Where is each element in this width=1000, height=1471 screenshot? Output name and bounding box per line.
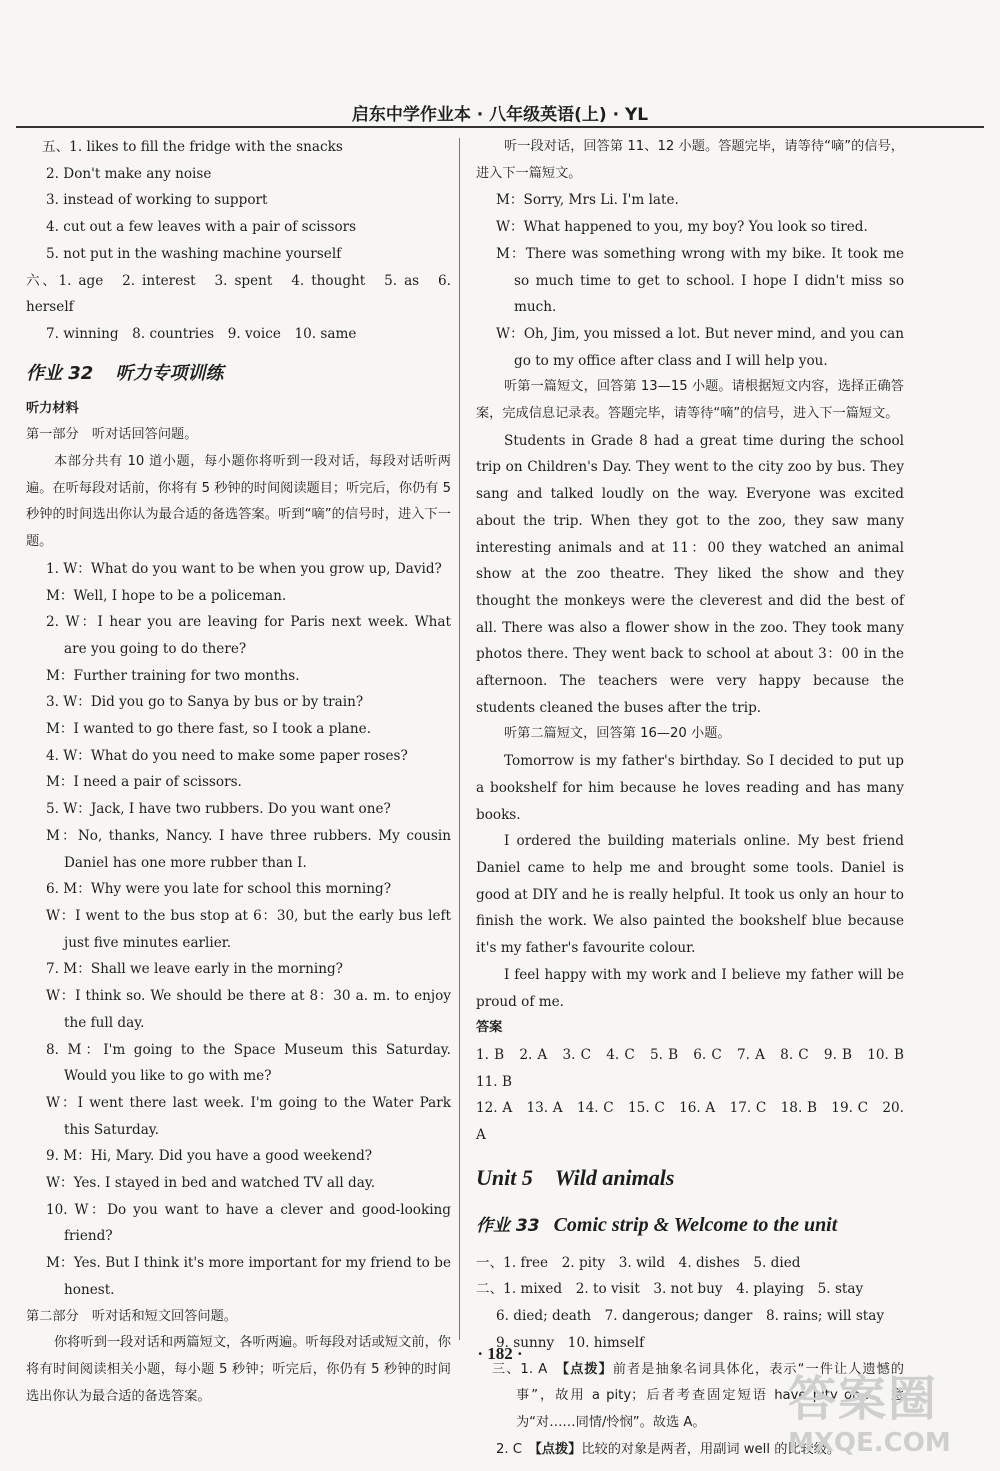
page-number: · 182 · — [477, 1344, 523, 1363]
s6-line-2: 7. winning 8. countries 9. voice 10. same — [46, 325, 357, 342]
part2-title: 第二部分 听对话和短文回答问题。 — [26, 1308, 237, 1324]
answers-line-1: 1. B 2. A 3. C 4. C 5. B 6. C 7. A 8. C 9. B 10. B 11. B — [476, 1046, 918, 1090]
homework-32-tag: 作业 32 — [26, 362, 94, 384]
dialog-line-1: Sorry, Mrs Li. I'm late. — [523, 192, 679, 209]
dialogue-8-speaker: W： — [46, 1094, 78, 1111]
s5-item-2: 2. Don't make any noise — [46, 165, 212, 182]
dialogue-7-answer: I think so. We should be there at 8：30 a. m. to enjoy the full day. — [64, 988, 451, 1031]
dialogue-3 — [26, 689, 451, 742]
dialogue-9-num: 9. M： — [46, 1148, 91, 1165]
dialogue-3-question: Did you go to Sanya by bus or by train? — [90, 694, 364, 711]
section-2-line-1: 二、1. mixed 2. to visit 3. not buy 4. playing 5. stay — [476, 1281, 864, 1298]
watermark-logo — [788, 1370, 988, 1465]
dialogue-10-answer: Yes. But I think it's more important for my friend to be honest. — [64, 1255, 452, 1298]
dialogue-6-speaker: W： — [46, 907, 76, 924]
dialogue-2-answer: Further training for two months. — [73, 667, 300, 684]
dialogue-2-speaker: M： — [46, 667, 74, 684]
section-2-line-2: 6. died; death 7. dangerous; danger 8. rains; will stay — [496, 1308, 885, 1325]
dialogue-8-answer: I went there last week. I'm going to the Water Park this Saturday. — [64, 1094, 451, 1138]
passage-2-para-3: I feel happy with my work and I believe my father will be proud of me. — [476, 966, 904, 1010]
dialogue-6-question: Why were you late for school this morning? — [90, 881, 392, 898]
s5-item-4: 4. cut out a few leaves with a pair of scissors — [46, 219, 357, 236]
homework-32-title — [26, 360, 451, 388]
s5-item-5: 5. not put in the washing machine yourself — [46, 245, 342, 262]
page-header — [16, 100, 984, 128]
dialogue-5-speaker: M： — [46, 827, 78, 844]
dialogue-8-num: 8. M： — [46, 1041, 104, 1058]
dialogue-5-question: Jack, I have two rubbers. Do you want one? — [90, 801, 391, 818]
dialogue-1-answer: Well, I hope to be a policeman. — [73, 587, 287, 604]
dialogue-1-question: What do you want to be when you grow up, David? — [90, 560, 442, 577]
dialogue-5 — [26, 796, 451, 876]
dialog-line-3: There was something wrong with my bike. It took me so much time to get to school. I hope I didn't miss so much. — [514, 245, 905, 316]
header-title: 启东中学作业本 · 八年级英语(上) · YL — [351, 105, 649, 125]
answers-line-2: 12. A 13. A 14. C 15. C 16. A 17. C 18. B 19. C 20. A — [476, 1100, 904, 1144]
dialogue-10-question: Do you want to have a clever and good-looking friend? — [64, 1201, 451, 1245]
dialogue-3-speaker: M： — [46, 721, 74, 738]
dialogue-1 — [26, 556, 451, 609]
dialogue-6-answer: I went to the bus stop at 6：30, but the early bus left just five minutes earlier. — [64, 907, 451, 951]
dialogue-9-answer: Yes. I stayed in bed and watched TV all day. — [73, 1175, 376, 1192]
s5-item-1: 五、1. likes to fill the fridge with the snacks — [42, 139, 343, 155]
dialogue-10-speaker: M： — [46, 1255, 74, 1272]
dialogue-5-num: 5. W： — [46, 801, 91, 818]
listening-instruction-2: 听第一篇短文，回答第 13—15 小题。请根据短文内容，选择正确答案，完成信息记录表。答题完毕，请等待“嘀”的信号，进入下一篇短文。 — [476, 379, 904, 422]
dialogue-10-num: 10. W： — [46, 1201, 108, 1218]
section-3-item-1-num: 三、1. A — [492, 1361, 548, 1377]
unit-title: Unit 5 Wild animals — [476, 1164, 675, 1190]
dialogue-2-num: 2. W： — [46, 614, 98, 631]
section-3-item-1-text: 前者是抽象名词具体化，表示“一件让人遗憾的事”，故用 a pity；后者考查固定短语 have pity on…，意为“对……同情/怜悯”。故选 A。 — [516, 1361, 904, 1430]
dialogue-6 — [26, 876, 451, 956]
passage-2-para-1: Tomorrow is my father's birthday. So I decided to put up a bookshelf for him because he loves reading and has many books. — [476, 753, 904, 823]
section-1-answers: 一、1. free 2. pity 3. wild 4. dishes 5. died — [476, 1254, 801, 1271]
homework-33-name: Comic strip & Welcome to the unit — [553, 1213, 838, 1236]
dialogue-9-speaker: W： — [46, 1175, 74, 1192]
dialogue-4-question: What do you need to make some paper roses? — [90, 747, 408, 764]
right-column — [476, 134, 918, 1463]
dialogue-2 — [26, 609, 451, 689]
dialogue-9-question: Hi, Mary. Did you have a good weekend? — [90, 1148, 373, 1165]
dialogue-7-speaker: W： — [46, 988, 76, 1005]
dialog-line-2: What happened to you, my boy? You look so tired. — [523, 219, 868, 236]
homework-33-title — [476, 1209, 904, 1242]
dialogue-7 — [26, 956, 451, 1036]
part2-intro: 你将听到一段对话和两篇短文，各听两遍。听每段对话或短文前，你将有时间阅读相关小题，每小题 5 秒钟；听完后，你仍有 5 秒钟的时间选出你认为最合适的备选答案。 — [26, 1335, 451, 1404]
watermark-text: 答案圈 — [788, 1371, 939, 1427]
dialogue-8 — [26, 1037, 451, 1144]
section-2-line-3: 9. sunny 10. himself — [496, 1334, 645, 1351]
passage-1: Students in Grade 8 had a great time during the school trip on Children's Day. They went to the city zoo by bus. They sang and talked loudly on the way. Everyone was excited about the trip. When they got to the zoo, they saw many interesting animals and at 11：00 they watched an animal show at the zoo theatre. They liked the show and they thought the monkeys were the cleverest and did the best of all. There was also a flower show in the zoo. They took many photos there. They went back to school at about 3：00 in the afternoon. The teachers were very happy because the students cleaned the buses after the trip. — [476, 432, 904, 716]
homework-32-name: 听力专项训练 — [115, 362, 224, 384]
dialogue-1-num: 1. W： — [46, 560, 91, 577]
dialog-line-4: Oh, Jim, you missed a lot. But never mind, and you can go to my office after class and I will help you. — [514, 325, 904, 369]
dialogue-7-num: 7. M： — [46, 961, 91, 978]
dialogue-8-question: I'm going to the Space Museum this Saturday. Would you like to go with me? — [64, 1041, 451, 1085]
dialogue-6-num: 6. M： — [46, 881, 91, 898]
homework-33-tag: 作业 33 — [476, 1215, 540, 1236]
dialogue-5-answer: No, thanks, Nancy. I have three rubbers. My cousin Daniel has one more rubber than I. — [64, 827, 451, 871]
dialogue-4-speaker: M： — [46, 774, 74, 791]
listening-instruction-3: 听第二篇短文，回答第 16—20 小题。 — [504, 726, 731, 742]
section-3-item-2-text: 比较的对象是两者，用副词 well 的比较级。 — [581, 1441, 841, 1457]
dialogue-2-question: I hear you are leaving for Paris next week. What are you going to do there? — [64, 614, 452, 657]
part1-intro: 本部分共有 10 道小题，每小题你将听到一段对话，每段对话听两遍。在听每段对话前，你将有 5 秒钟的时间阅读题目；听完后，你仍有 5 秒钟的时间选出你认为最合适的备选答案。听到“嘀”的信号时，进入下一题。 — [26, 454, 451, 550]
passage-2-para-2: I ordered the building materials online. My best friend Daniel came to help me and brought some tools. Daniel is good at DIY and he is really helpful. It took us only an hour to finish the work. We also painted the bookshelf blue because it's my father's favourite colour. — [476, 833, 904, 957]
hint-tag-1: 【点拨】 — [562, 1361, 613, 1377]
dialog-speaker-4: W： — [496, 325, 524, 342]
dialogue-4-answer: I need a pair of scissors. — [73, 774, 242, 791]
part1-title: 第一部分 听对话回答问题。 — [26, 427, 198, 443]
left-column — [26, 134, 451, 1410]
material-label: 听力材料 — [26, 400, 79, 416]
dialogue-10 — [26, 1197, 451, 1304]
dialogue-3-num: 3. W： — [46, 694, 91, 711]
watermark-url: MXQE.COM — [788, 1428, 951, 1458]
s5-item-3: 3. instead of working to support — [46, 192, 268, 209]
dialogue-3-answer: I wanted to go there fast, so I took a plane. — [73, 721, 372, 738]
listening-instruction-1: 听一段对话，回答第 11、12 小题。答题完毕，请等待“嘀”的信号，进入下一篇短文。 — [476, 139, 904, 181]
dialog-speaker-1: M： — [496, 192, 524, 209]
section-3-item-2-num: 2. C — [496, 1441, 522, 1457]
answers-label: 答案 — [476, 1020, 503, 1036]
hint-tag-2: 【点拨】 — [535, 1441, 582, 1457]
dialogue-1-speaker: M： — [46, 587, 74, 604]
s6-line-1: 六、1. age 2. interest 3. spent 4. thought 5. as 6. herself — [26, 272, 451, 316]
dialogue-4 — [26, 743, 451, 796]
dialog-speaker-2: W： — [496, 219, 524, 236]
dialogue-9 — [26, 1143, 451, 1196]
column-divider — [459, 138, 460, 1340]
dialogue-7-question: Shall we leave early in the morning? — [90, 961, 343, 978]
dialogue-4-num: 4. W： — [46, 747, 91, 764]
dialog-speaker-3: M： — [496, 245, 526, 262]
